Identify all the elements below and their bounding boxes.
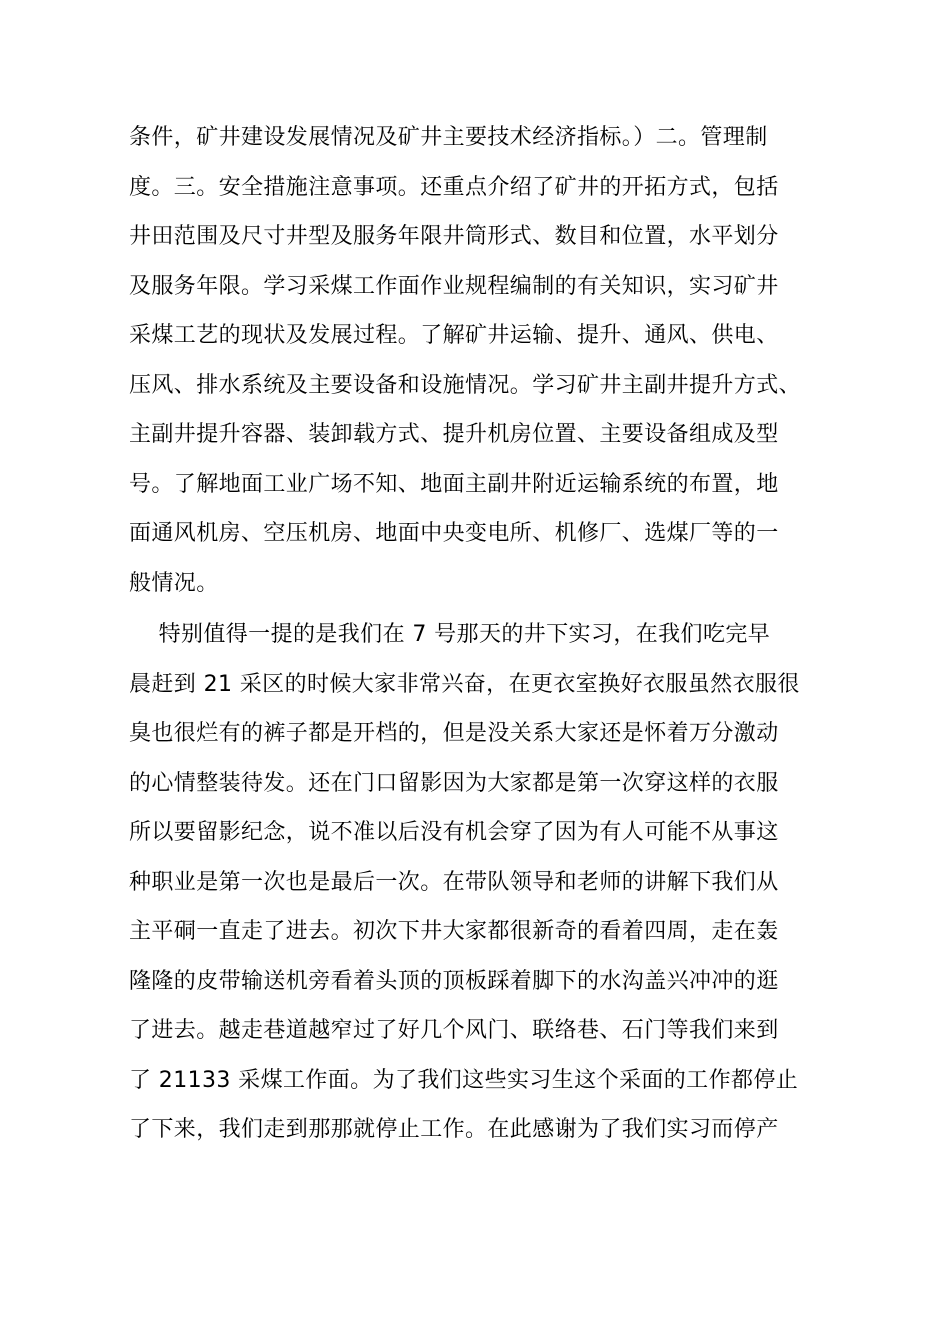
text-line: 的心情整装待发。还在门口留影因为大家都是第一次穿这样的衣服 (129, 770, 779, 796)
paragraph-2 (129, 610, 800, 1155)
text-line: 晨赶到 21 采区的时候大家非常兴奋，在更衣室换好衣服虽然衣服很 (129, 671, 800, 697)
text-line: 种职业是第一次也是最后一次。在带队领导和老师的讲解下我们从 (129, 869, 779, 895)
text-line: 面通风机房、空压机房、地面中央变电所、机修厂、选煤厂等的一 (129, 521, 779, 546)
text-line: 般情况。 (129, 570, 219, 596)
text-line: 主平硐一直走了进去。初次下井大家都很新奇的看着四周，走在轰 (129, 919, 779, 944)
text-line: 号。了解地面工业广场不知、地面主副井附近运输系统的布置，地 (129, 471, 779, 497)
text-line: 所以要留影纪念，说不准以后没有机会穿了因为有人可能不从事这 (129, 820, 779, 845)
text-line: 了下来，我们走到那那就停止工作。在此感谢为了我们实习而停产 (129, 1117, 779, 1142)
text-line: 井田范围及尺寸井型及服务年限井筒形式、数目和位置，水平划分 (129, 224, 779, 249)
text-line: 及服务年限。学习采煤工作面作业规程编制的有关知识，实习矿井 (129, 273, 779, 299)
text-line: 度。三。安全措施注意事项。还重点介绍了矿井的开拓方式，包括 (129, 174, 779, 200)
text-line: 压风、排水系统及主要设备和设施情况。学习矿井主副井提升方式、 (129, 372, 802, 398)
text-line: 条件，矿井建设发展情况及矿井主要技术经济指标。）二。管理制 (129, 125, 768, 150)
paragraph-1 (129, 113, 801, 608)
text-line: 臭也很烂有的裤子都是开档的，但是没关系大家还是怀着万分激动 (129, 721, 779, 746)
text-line: 采煤工艺的现状及发展过程。了解矿井运输、提升、通风、供电、 (129, 323, 779, 348)
text-line: 了进去。越走巷道越窄过了好几个风门、联络巷、石门等我们来到 (129, 1018, 779, 1043)
text-line: 隆隆的皮带输送机旁看着头顶的顶板踩着脚下的水沟盖兴冲冲的逛 (129, 968, 779, 994)
text-line: 特别值得一提的是我们在 7 号那天的井下实习，在我们吃完早 (129, 622, 771, 647)
text-line: 了 21133 采煤工作面。为了我们这些实习生这个采面的工作都停止 (129, 1067, 799, 1093)
text-line: 主副井提升容器、装卸载方式、提升机房位置、主要设备组成及型 (129, 422, 779, 447)
